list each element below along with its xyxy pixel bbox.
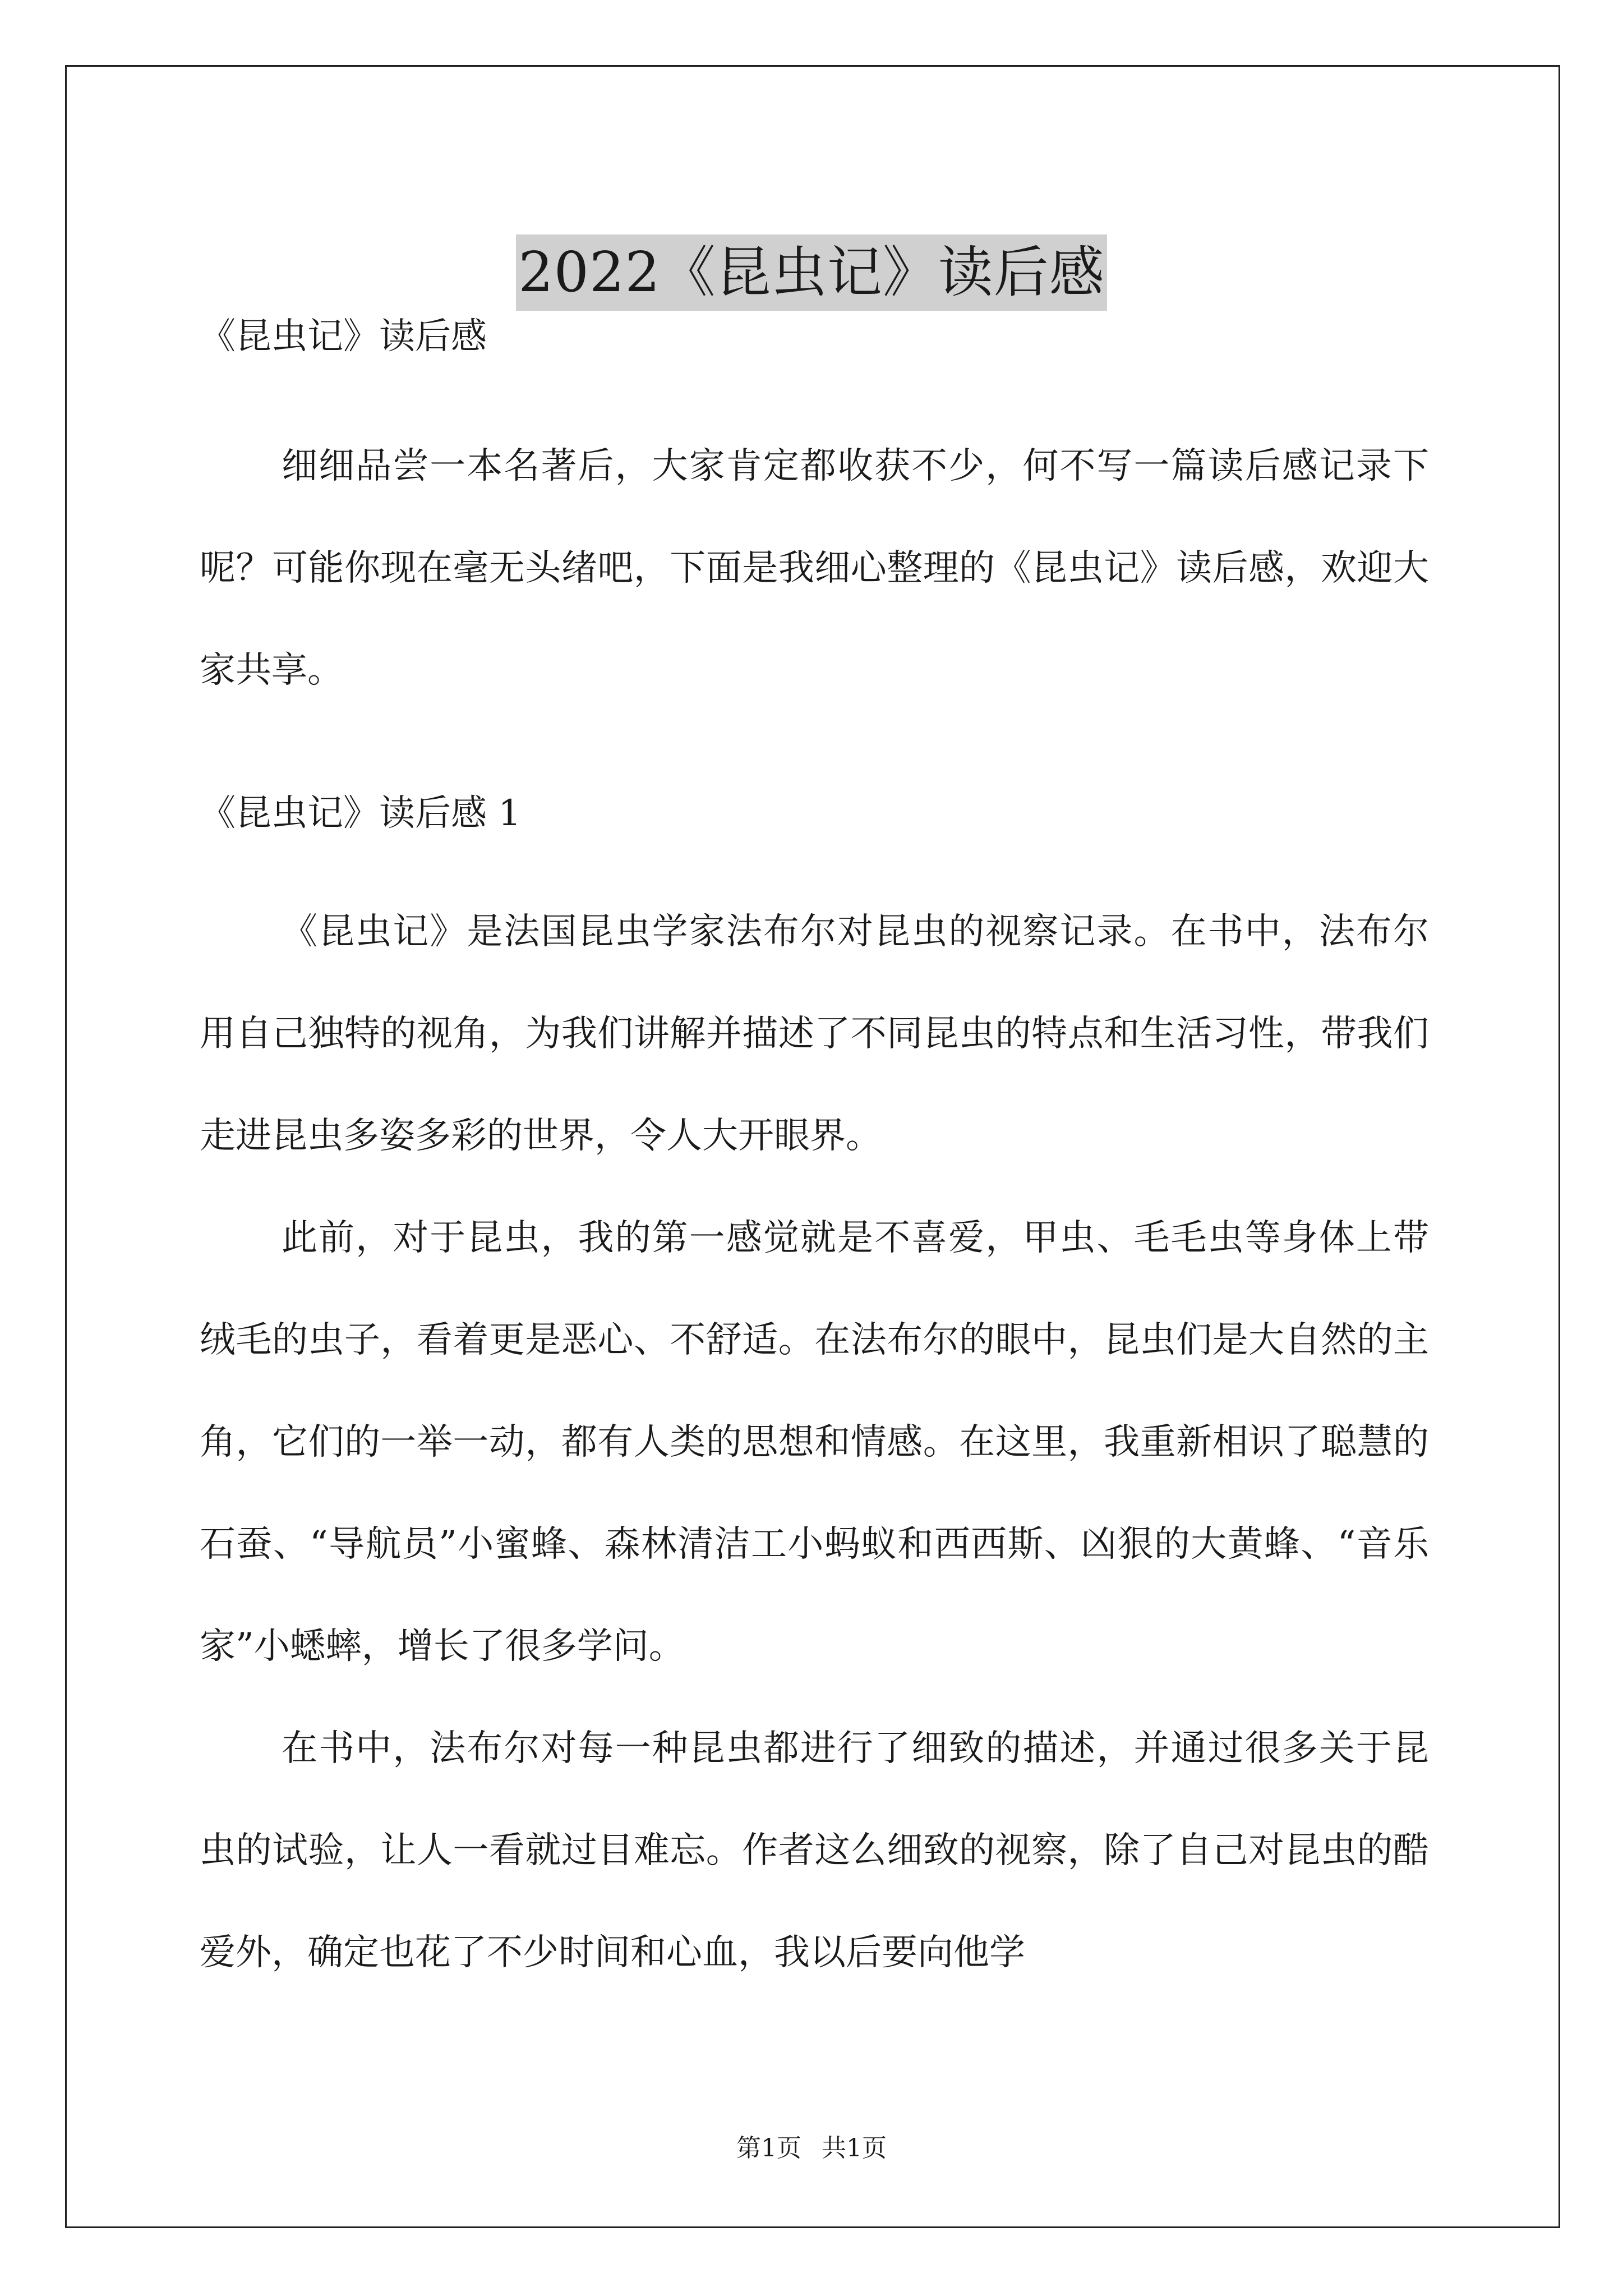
page-footer (0, 2132, 1623, 2165)
page-total: 共1页 (822, 2134, 887, 2162)
section-heading: 《昆虫记》读后感 1 (200, 793, 522, 834)
main-heading: 《昆虫记》读后感 (200, 316, 487, 357)
intro-block (200, 415, 1429, 721)
paragraph: 此前，对于昆虫，我的第一感觉就是不喜爱，甲虫、毛毛虫等身体上带绒毛的虫子，看着更是恶心、不舒适。在法布尔的眼中，昆虫们是大自然的主角，它们的一举一动，都有人类的思想和情感。在这里，我重新相识了聪慧的石蚕、“导航员”小蜜蜂、森林清洁工小蚂蚁和西西斯、凶狠的大黄蜂、“音乐家”小蟋蟀，增长了很多学问。 (200, 1217, 1429, 1667)
paragraph: 在书中，法布尔对每一种昆虫都进行了细致的描述，并通过很多关于昆虫的试验，让人一看就过目难忘。作者这么细致的视察，除了自己对昆虫的酷爱外，确定也花了不少时间和心血，我以后要向他学 (200, 1728, 1429, 1973)
paragraph: 《昆虫记》是法国昆虫学家法布尔对昆虫的视察记录。在书中，法布尔用自己独特的视角，为我们讲解并描述了不同昆虫的特点和生活习性，带我们走进昆虫多姿多彩的世界，令人大开眼界。 (200, 911, 1429, 1157)
intro-paragraph: 细细品尝一本名著后，大家肯定都收获不少，何不写一篇读后感记录下呢？可能你现在毫无头绪吧，下面是我细心整理的《昆虫记》读后感，欢迎大家共享。 (200, 445, 1429, 691)
document-title: 2022《昆虫记》读后感 (516, 234, 1106, 311)
body-paragraphs (200, 881, 1429, 2004)
page-number: 第1页 (736, 2134, 801, 2162)
